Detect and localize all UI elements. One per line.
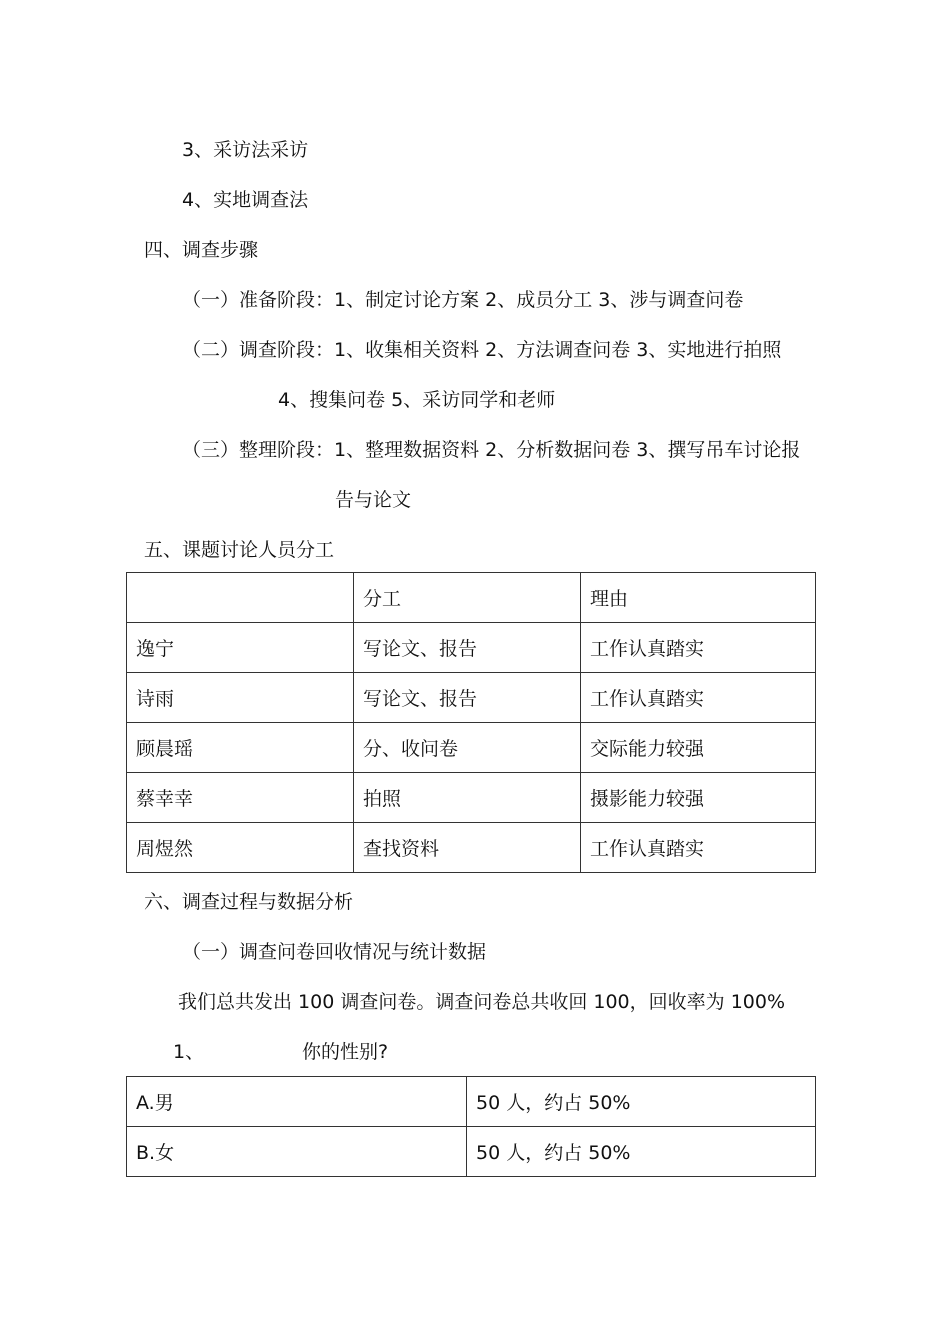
header-cell-task: 分工 [354,573,581,623]
staff-assignment-table [126,572,816,873]
phase-3-text: （三）整理阶段：1、整理数据资料 2、分析数据问卷 3、撰写吊车讨论报 [182,439,801,461]
method-item-3: 3、采访法采访 [182,139,309,161]
gender-option: B.女 [127,1127,467,1177]
member-reason: 工作认真踏实 [581,823,816,873]
question-1-number: 1、 [173,1041,205,1063]
member-task: 分、收问卷 [354,723,581,773]
member-name: 诗雨 [127,673,354,723]
section-six-heading: 六、调查过程与数据分析 [144,891,354,913]
table-row [127,823,816,873]
phase-3-continuation: 告与论文 [335,489,412,511]
member-task: 写论文、报告 [354,623,581,673]
gender-count: 50 人，约占 50% [467,1077,816,1127]
phase-1-text: （一）准备阶段：1、制定讨论方案 2、成员分工 3、涉与调查问卷 [182,289,744,311]
member-reason: 工作认真踏实 [581,673,816,723]
member-name: 逸宁 [127,623,354,673]
gender-result-table [126,1076,816,1177]
survey-subheading: （一）调查问卷回收情况与统计数据 [182,941,487,963]
member-name: 周煜然 [127,823,354,873]
member-reason: 交际能力较强 [581,723,816,773]
question-1-text: 你的性别? [302,1041,389,1063]
phase-2-continuation: 4、搜集问卷 5、采访同学和老师 [278,389,556,411]
gender-count: 50 人，约占 50% [467,1127,816,1177]
method-item-4: 4、实地调查法 [182,189,309,211]
member-reason: 摄影能力较强 [581,773,816,823]
section-four-heading: 四、调查步骤 [144,239,259,261]
section-five-heading: 五、课题讨论人员分工 [144,539,335,561]
member-task: 写论文、报告 [354,673,581,723]
table-row [127,623,816,673]
header-cell-reason: 理由 [581,573,816,623]
member-name: 顾晨瑶 [127,723,354,773]
member-reason: 工作认真踏实 [581,623,816,673]
member-task: 拍照 [354,773,581,823]
table-row [127,1077,816,1127]
phase-2-text: （二）调查阶段：1、收集相关资料 2、方法调查问卷 3、实地进行拍照 [182,339,782,361]
table-row [127,1127,816,1177]
table-row [127,773,816,823]
member-task: 查找资料 [354,823,581,873]
survey-summary: 我们总共发出 100 调查问卷。调查问卷总共收回 100，回收率为 100% [178,991,786,1013]
header-cell-name [127,573,354,623]
gender-option: A.男 [127,1077,467,1127]
table-row [127,673,816,723]
table-header-row [127,573,816,623]
member-name: 蔡幸幸 [127,773,354,823]
table-row [127,723,816,773]
